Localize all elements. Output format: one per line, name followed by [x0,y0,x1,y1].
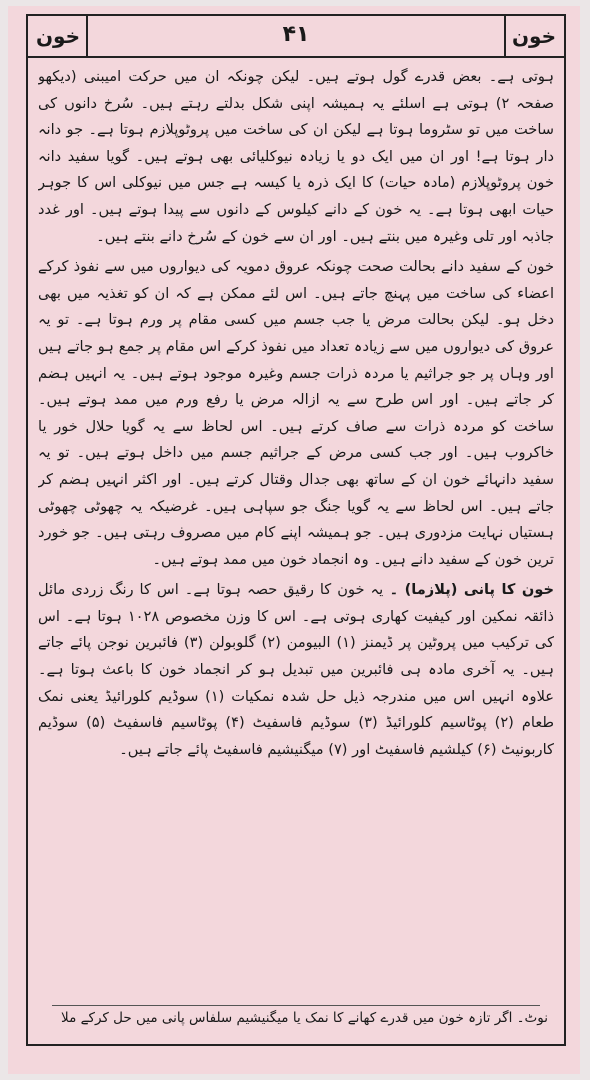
footnote: نوٹ۔ اگر تازہ خون میں قدرے کھانے کا نمک یا میگنیشیم سلفاس پانی میں حل کرکے ملا [61,1010,548,1026]
running-title-right: خون [511,24,557,48]
book-page [8,6,580,1074]
paragraph-1 [38,64,554,250]
section-heading-plasma: خون کا پانی (پلازما) ۔ [383,581,554,599]
page-header [28,16,564,58]
footnote-rule [52,1005,540,1006]
paragraph-2-text: خون کے سفید دانے بحالت صحت چونکہ عروق دمویہ کی دیواروں میں سے نفوذ کرکے اعضاء کی ساخت میں پہنچ جاتے ہیں۔ اس لئے ممکن ہے کہ ان کو تغذیہ میں بھی دخل ہو۔ لیکن بحالت مرض یا جب جسم میں کسی مقام پر ورم ہوتا ہے۔ تو یہ عروق کی دیواروں میں سے زیادہ تعداد میں نفوذ کرکے اس مقام پر جمع ہو جاتے ہیں اور وہاں پر جو جراثیم یا مردہ ذرات جسم وغیرہ موجود ہوتے ہیں۔ یہ انہیں ہضم کر جاتے ہیں۔ اور اس طرح سے یہ ازالہ مرض یا رفع ورم میں ممد ہوتے ہیں۔ ساخت کو مردہ ذرات سے صاف کرتے ہیں۔ اس لحاظ سے یہ گویا حلال خور یا خاکروب ہیں۔ اور جب کسی مرض کے جراثیم جسم میں داخل ہوتے ہیں۔ تو یہ سفید دانہائے خون ان کے ساتھ بھی جدال وقتال کرتے ہیں۔ اور اکثر انہیں ہضم کر جاتے ہیں۔ اس لحاظ سے یہ گویا جنگ جو سپاہی ہیں۔ غرضیکہ یہ چھوٹی چھوٹی ہستیاں نہایت مزدوری ہیں۔ جو ہمیشہ اپنے کام میں مصروف رہتی ہیں۔ جو خورد ترین خون کے سفید دانے ہیں۔ وہ انجماد خون میں ممد ہوتے ہیں۔ [38,258,554,568]
page-frame [26,14,566,1046]
running-title-left: خون [35,24,81,48]
paragraph-1-text: ہوتی ہے۔ بعض قدرے گول ہوتے ہیں۔ لیکن چونکہ ان میں حرکت امیبنی (دیکھو صفحہ ۲) ہوتی ہے اسلئے یہ ہمیشہ اپنی شکل بدلتے رہتے ہیں۔ سُرخ دانوں کی ساخت میں تو سٹروما ہوتا ہے لیکن ان کی ساخت میں پروٹوپلازم ہوتا ہے۔ جو دانہ دار ہوتا ہے! اور ان میں ایک دو یا زیادہ نیوکلیائی بھی ہوتے ہیں۔ گویا سفید دانہ خون پروٹوپلازم (مادہ حیات) کا ایک ذرہ یا کیسہ ہے جس میں نیوکلی اس کا جوہر حیات ابھی ہوتا ہے۔ یہ خون کے دانے کیلوس کے دانوں سے پیدا ہوتے ہیں۔ اور غدد جاذبہ اور تلی وغیرہ میں بنتے ہیں۔ اور ان سے خون کے سُرخ دانے بنتے ہیں۔ [38,68,554,245]
paragraph-2 [38,254,554,573]
page-body [38,64,554,1036]
paragraph-3-text: یہ خون کا رقیق حصہ ہوتا ہے۔ اس کا رنگ زردی مائل ذائقہ نمکین اور کیفیت کھاری ہوتی ہے۔ اس کا وزن مخصوص ۱۰۲۸ ہوتا ہے۔ اس کی ترکیب میں پروٹین پر ڈیمنز (۱) البیومن (۲) گلوبولن (۳) فائبرین نوجن پائے جاتے ہیں۔ یہ آخری مادہ ہی فائبرین میں تبدیل ہو کر انجماد خون کا باعث ہوتا ہے۔ علاوہ انہیں اس میں مندرجہ ذیل حل شدہ نمکیات (۱) سوڈیم کلورائیڈ یعنی نمک طعام (۲) پوٹاسیم کلورائیڈ (۳) سوڈیم فاسفیٹ (۴) پوٹاسیم فاسفیٹ (۵) سوڈیم کاربونیٹ (۶) کیلشیم فاسفیٹ اور (۷) میگنیشیم فاسفیٹ پائے جاتے ہیں۔ [38,581,554,758]
paragraph-3 [38,577,554,763]
page-number: ۴۱ [282,22,310,47]
